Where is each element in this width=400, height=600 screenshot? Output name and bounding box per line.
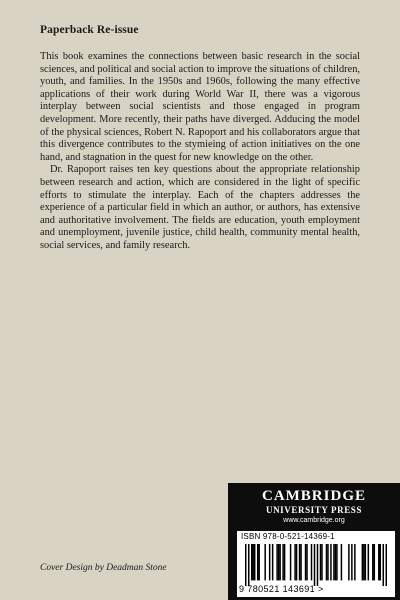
barcode-bar: [327, 544, 328, 580]
isbn-label: ISBN 978-0-521-14369-1: [241, 532, 335, 541]
barcode-bar: [278, 544, 279, 580]
barcode-bar: [363, 544, 364, 580]
barcode-bar: [258, 544, 259, 580]
barcode-bar: [336, 544, 337, 580]
credit-prefix: Cover Design by: [40, 563, 107, 573]
publisher-name: CAMBRIDGE: [261, 488, 366, 504]
barcode-digits: 9 780521 143691 >: [239, 584, 324, 594]
barcode-bar: [341, 544, 342, 580]
barcode-bar: [311, 544, 312, 580]
barcode-bar: [254, 544, 255, 580]
barcode-bar: [354, 544, 355, 580]
barcode-bar: [306, 544, 307, 580]
barcode-bar: [305, 544, 306, 580]
barcode-bar: [374, 544, 375, 580]
barcode-bar: [276, 544, 277, 580]
barcode-bar: [378, 544, 379, 580]
barcode-bar: [333, 544, 334, 580]
barcode-bar: [245, 544, 246, 586]
barcode-bar: [362, 544, 363, 580]
barcode-bar: [383, 544, 384, 586]
cover-credit: [40, 563, 167, 573]
barcode-bar: [251, 544, 252, 580]
barcode-bar: [365, 544, 366, 580]
cover-heading: Paperback Re-issue: [40, 24, 139, 36]
barcode-bar: [294, 544, 295, 580]
barcode-bar: [314, 544, 315, 586]
barcode-bar: [290, 544, 291, 580]
barcode-bar: [284, 544, 285, 580]
barcode-bar: [299, 544, 300, 580]
barcode-bar: [252, 544, 253, 580]
barcode-bar: [272, 544, 273, 580]
barcode-bar: [279, 544, 280, 580]
publisher-url: www.cambridge.org: [283, 517, 345, 524]
barcode-bar: [317, 544, 318, 586]
barcode-bar: [368, 544, 369, 580]
barcode-bar: [330, 544, 331, 580]
barcode-bar: [335, 544, 336, 580]
blurb-paragraph-1: This book examines the connections between basic research in the social sciences, and political and social action to improve the situations of children, youth, and families. In the 1950s and 1960s, following the many effective applications of their work during World War II, there was a vigorous interplay between social scientists and those engaged in program development. More recently, their paths have diverged. Adducing the model of the physical sciences, Robert N. Rapoport and his collaborators argue that this divergence contributes to the stymieing of action initiatives on the one hand, and stagnation in the quest for new knowledge on the other.: [40, 51, 360, 163]
publisher-box: [228, 483, 400, 600]
barcode-bars: [245, 544, 387, 586]
barcode-bar: [351, 544, 352, 580]
credit-designer: Deadman Stone: [106, 563, 167, 573]
barcode-bar: [269, 544, 270, 580]
barcode-bar: [386, 544, 387, 586]
barcode-bar: [296, 544, 297, 580]
barcode-bar: [320, 544, 321, 580]
barcode-bar: [248, 544, 249, 586]
barcode-bar: [282, 544, 283, 580]
barcode-bar: [257, 544, 258, 580]
barcode-bar: [300, 544, 301, 580]
barcode-bar: [372, 544, 373, 580]
barcode-bar: [321, 544, 322, 580]
barcode-bar: [380, 544, 381, 580]
barcode-bar: [264, 544, 265, 580]
publisher-subtitle: UNIVERSITY PRESS: [265, 505, 363, 515]
barcode-bar: [326, 544, 327, 580]
blurb: [40, 51, 360, 253]
barcode-bar: [348, 544, 349, 580]
barcode-panel: [237, 531, 395, 597]
blurb-paragraph-2: Dr. Rapoport raises ten key questions about the appropriate relationship between research and action, which are considered in the light of specific efforts to stimulate the interplay. Each of the chapters addresses the experience of a particular field in which an author, or authors, has extensive and authoritative involvement. The fields are education, youth employment and unemployment, juvenile justice, child health, community mental health, social services, and family research.: [40, 164, 360, 251]
